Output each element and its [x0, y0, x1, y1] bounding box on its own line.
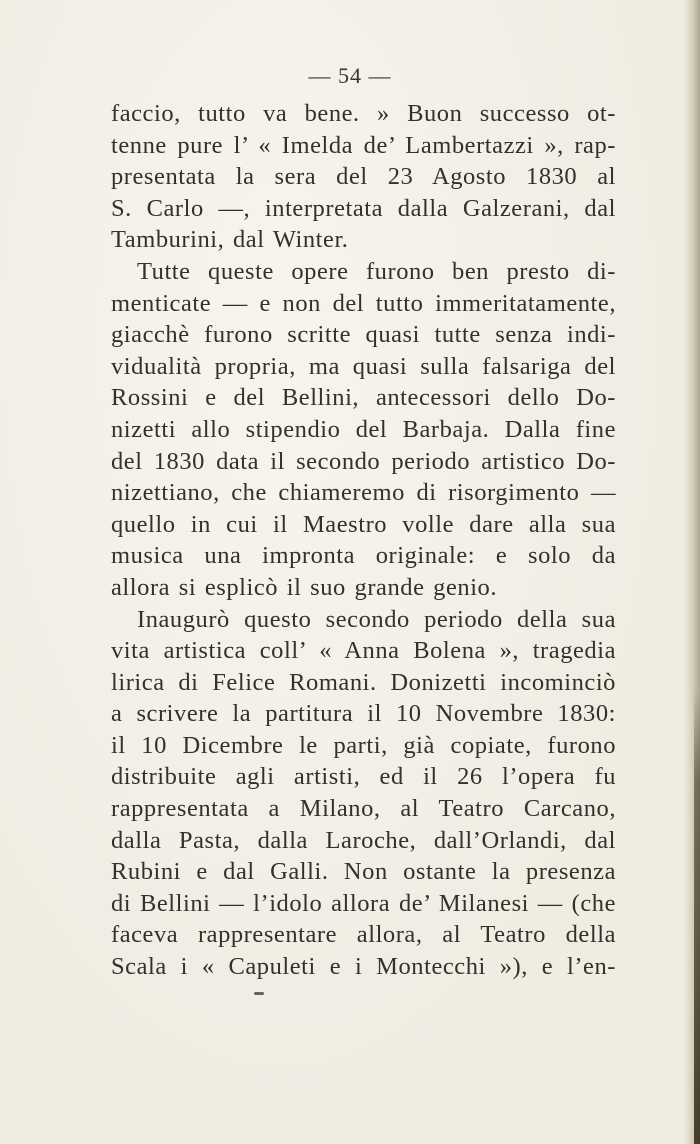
text-line: giacchè furono scritte quasi tutte senza indi-: [111, 321, 616, 349]
text-line: Tutte queste opere furono ben presto di-: [137, 257, 616, 285]
text-line: allora si esplicò il suo grande genio.: [111, 573, 498, 601]
text-line: vita artistica coll’ « Anna Bolena », tragedia: [111, 637, 616, 665]
text-line: menticate — e non del tutto immeritatamente,: [111, 289, 616, 317]
text-line: Inaugurò questo secondo periodo della sua: [137, 605, 616, 633]
ink-mark: [254, 992, 264, 995]
text-line: vidualità propria, ma quasi sulla falsariga del: [111, 352, 616, 380]
text-line: dalla Pasta, dalla Laroche, dall’Orlandi, dal: [111, 826, 616, 854]
text-line: a scrivere la partitura il 10 Novembre 1830:: [111, 700, 616, 728]
text-line: il 10 Dicembre le parti, già copiate, furono: [111, 731, 616, 759]
text-line: Rubini e dal Galli. Non ostante la presenza: [111, 858, 616, 886]
page-number: — 54 —: [308, 63, 392, 88]
text-line: lirica di Felice Romani. Donizetti incominciò: [111, 668, 616, 696]
text-line: presentata la sera del 23 Agosto 1830 al: [111, 163, 616, 191]
text-line: quello in cui il Maestro volle dare alla sua: [111, 510, 616, 538]
page-edge-binding: [694, 690, 700, 1144]
text-line: di Bellini — l’idolo allora de’ Milanesi — (che: [111, 889, 616, 917]
text-line: tenne pure l’ « Imelda de’ Lambertazzi », rap-: [111, 131, 616, 159]
text-line: Rossini e del Bellini, antecessori dello Do-: [111, 384, 616, 412]
text-line: rappresentata a Milano, al Teatro Carcano,: [111, 795, 616, 823]
text-line: Scala i « Capuleti e i Montecchi »), e l’en-: [111, 953, 616, 981]
text-line: nizettiano, che chiameremo di risorgimento —: [111, 479, 616, 507]
body-text: [111, 98, 616, 983]
text-line: S. Carlo —, interpretata dalla Galzerani, dal: [111, 194, 616, 222]
text-line: faccio, tutto va bene. » Buon successo ot-: [111, 100, 616, 127]
text-line: faceva rappresentare allora, al Teatro della: [111, 921, 616, 949]
text-line: distribuite agli artisti, ed il 26 l’opera fu: [111, 763, 616, 791]
text-line: nizetti allo stipendio del Barbaja. Dalla fine: [111, 415, 616, 443]
text-line: musica una impronta originale: e solo da: [111, 542, 616, 570]
text-line: Tamburini, dal Winter.: [111, 226, 349, 254]
text-line: del 1830 data il secondo periodo artistico Do-: [111, 447, 616, 475]
